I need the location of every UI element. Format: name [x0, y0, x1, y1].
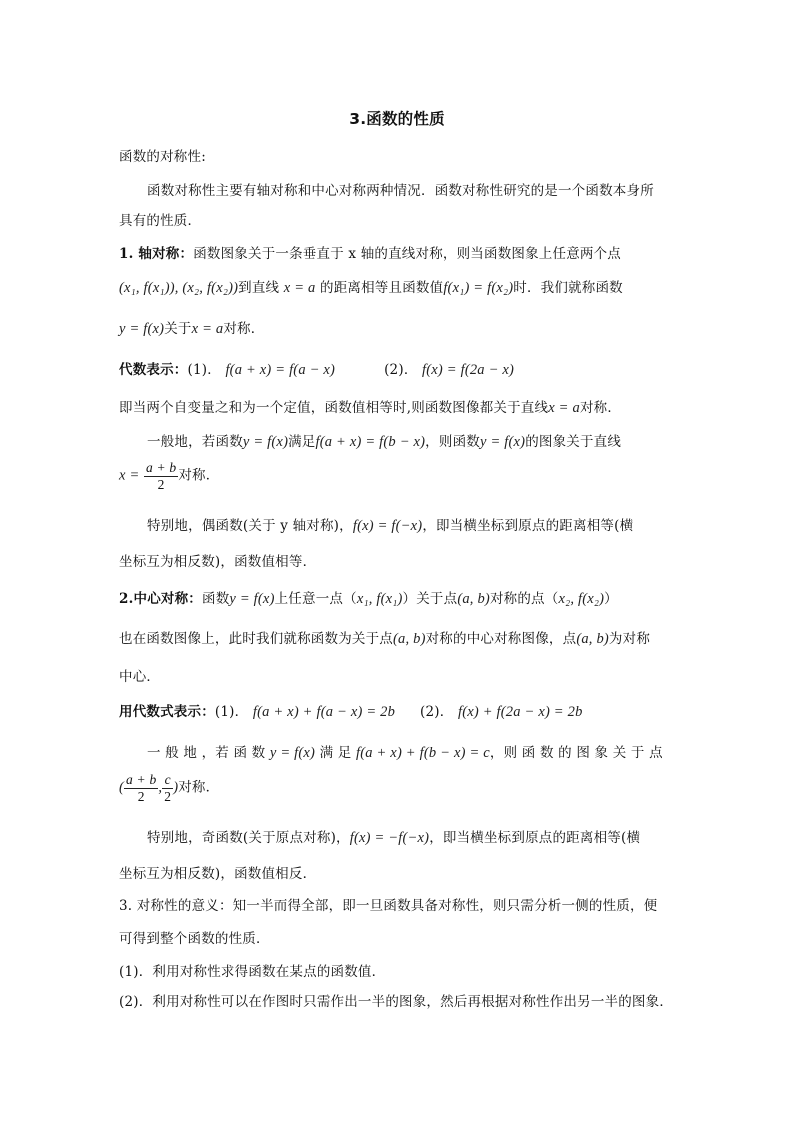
axis-formula-1: f(a + x) = f(a − x)	[225, 362, 336, 378]
center-general-line1: 一 般 地 ，若 函 数 y = f(x) 满 足 f(a + x) + f(b − x) = c，则 函 数 的 图 象 关 于 点	[147, 745, 663, 761]
axis-symmetry-line3: y = f(x)关于x = a对称．	[119, 321, 265, 337]
center-formula-2: f(x) + f(2a − x) = 2b	[457, 704, 583, 720]
center-general-line2: ( $\frac{a + b}{2}$ , $\frac{c}{2}$ )对称．	[119, 772, 220, 804]
odd-function-line1: 特别地，奇函数(关于原点对称)，f(x) = −f(−x)，即当横坐标到原点的距离相等(横	[147, 830, 641, 846]
center-symmetry-line3: 中心．	[119, 669, 161, 685]
axis-formula-2: f(x) = f(2a − x)	[422, 362, 515, 378]
even-function-line1: 特别地，偶函数(关于 y 轴对称)，f(x) = f(−x)，即当横坐标到原点的距离相等(横	[147, 518, 634, 534]
axis-general-line1: 一般地，若函数y = f(x)满足f(a + x) = f(b − x)，则函数y = f(x)的图象关于直线	[147, 434, 622, 450]
page-title: 3.函数的性质	[349, 110, 445, 128]
odd-function-line2: 坐标互为相反数)，函数值相反．	[119, 866, 317, 882]
center-formula-1: f(a + x) + f(a − x) = 2b	[252, 704, 396, 720]
section-heading: 函数的对称性:	[119, 149, 206, 165]
axis-note: 即当两个自变量之和为一个定值，函数值相等时,则函数图像都关于直线x = a对称．	[119, 400, 622, 416]
even-function-line2: 坐标互为相反数)，函数值相等．	[119, 554, 317, 570]
intro-paragraph-line2: 具有的性质．	[119, 213, 202, 229]
center-algebraic-forms: 用代数式表示：(1)． f(a + x) + f(a − x) = 2b (2)． f(x) + f(2a − x) = 2b	[119, 704, 583, 720]
fraction-a-plus-b-over-2: $\frac{a + b}{2}$	[145, 460, 177, 492]
axis-symmetry-line1: 1. 轴对称：函数图象关于一条垂直于 x 轴的直线对称，则当函数图象上任意两个点	[119, 246, 621, 262]
meaning-item-1: (1)．利用对称性求得函数在某点的函数值．	[119, 964, 386, 980]
fraction-a-plus-b-over-2: $\frac{a + b}{2}$	[126, 772, 157, 804]
meaning-line1: 3. 对称性的意义：知一半而得全部，即一旦函数具备对称性，则只需分析一侧的性质，便	[119, 898, 658, 914]
axis-algebraic-forms: 代数表示：(1)． f(a + x) = f(a − x) (2)． f(x) = f(2a − x)	[119, 362, 515, 378]
center-symmetry-line1: 2.中心对称：函数y = f(x)上任意一点（x₁, f(x₁)）关于点(a, b)对称的点（x₂, f(x₂)）	[119, 591, 618, 607]
meaning-item-2: (2)．利用对称性可以在作图时只需作出一半的图象，然后再根据对称性作出另一半的图象．	[119, 994, 674, 1010]
axis-general-line2: x = $\frac{a + b}{2}$ 对称．	[119, 460, 220, 492]
axis-symmetry-line2: (x₁, f(x₁)), (x₂, f(x₂))到直线 x = a 的距离相等且函数值f(x₁) = f(x₂)时．我们就称函数	[119, 280, 623, 296]
fraction-c-over-2: $\frac{c}{2}$	[164, 772, 172, 804]
meaning-line2: 可得到整个函数的性质．	[119, 931, 270, 947]
axis-symmetry-label: 1. 轴对称：	[119, 246, 194, 262]
intro-paragraph-line1: 函数对称性主要有轴对称和中心对称两种情况．函数对称性研究的是一个函数本身所	[147, 183, 654, 199]
center-symmetry-line2: 也在函数图像上，此时我们就称函数为关于点(a, b)对称的中心对称图像，点(a, b)为对称	[119, 631, 651, 647]
center-symmetry-label: 2.中心对称：	[119, 591, 202, 607]
